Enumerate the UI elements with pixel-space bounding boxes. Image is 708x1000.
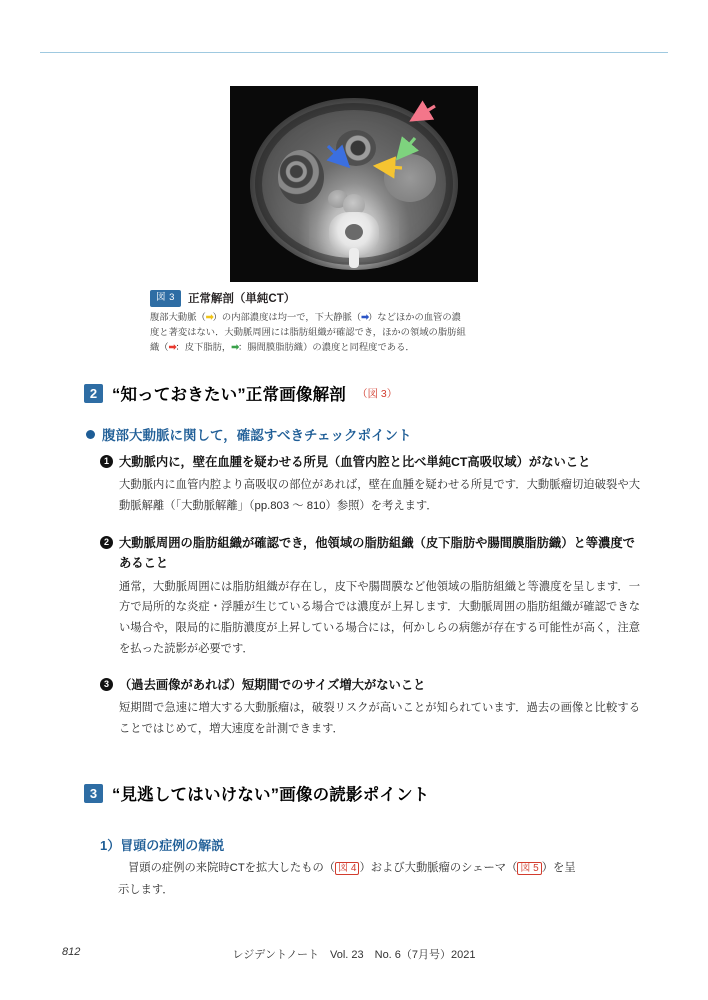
caption-arrow-blue-icon: ➡ (361, 311, 368, 322)
checkpoint-3-number: 3 (100, 678, 113, 691)
section-heading-3 (84, 781, 430, 805)
caption-text-1: 腹部大動脈（ (150, 311, 206, 322)
checkpoint-2-title-row (100, 533, 640, 574)
page-footer (0, 946, 708, 962)
caption-text-4: 著変はない．大動脈周囲には脂肪組織が確認でき，ほかの領域の脂肪組織（ (150, 326, 466, 352)
caption-text-2: ）の内部濃度は均一で，下大静脈（ (212, 311, 362, 322)
checkpoint-1-title: 大動脈内に，壁在血腫を疑わせる所見（血管内腔と比べ単純CT高吸収域）がないこと (119, 455, 591, 469)
ct-scan-image (230, 86, 478, 282)
checkpoint-item-2 (100, 533, 640, 660)
caption-arrow-red-icon: ➡ (168, 341, 176, 352)
caption-arrow-green-icon: ➡ (231, 341, 239, 352)
checkpoint-3-title: （過去画像があれば）短期間でのサイズ増大がないこと (119, 678, 426, 692)
checkpoint-2-number: 2 (100, 536, 113, 549)
figure-3 (150, 86, 478, 355)
checkpoint-1-title-row (100, 452, 640, 472)
figure-caption-head (150, 290, 460, 307)
checkpoint-1-number: 1 (100, 455, 113, 468)
case-text-3: ）を呈 (541, 862, 576, 874)
case-explanation-paragraph (118, 857, 628, 901)
section-3-title: “見逃してはいけない”画像の読影ポイント (112, 786, 430, 804)
figure-caption (150, 290, 466, 355)
checkpoint-3-title-row (100, 675, 640, 695)
checkpoint-2-title: 大動脈周囲の脂肪組織が確認でき，他領域の脂肪組織（皮下脂肪や腸間膜脂肪織）と等濃度であること (119, 536, 635, 571)
case-text-1: 冒頭の症例の来院時CTを拡大したもの（ (128, 862, 336, 874)
checkpoint-item-1 (100, 452, 640, 517)
caption-text-5: ：皮 (175, 341, 195, 352)
section-heading-2 (84, 381, 397, 405)
figure-badge: 図 3 (150, 290, 181, 307)
section-3-number: 3 (84, 784, 103, 803)
checkpoint-3-body: 短期間で急速に増大する大動脈瘤は，破裂リスクが高いことが知られています．過去の画像と比較することではじめて，増大速度を計測できます． (119, 702, 640, 736)
ct-abdomen-body (250, 98, 458, 270)
section-2-title: “知っておきたい”正常画像解剖 (112, 386, 346, 404)
figure-caption-body (150, 310, 470, 355)
figure-title: 正常解剖（単純CT） (187, 293, 296, 306)
caption-arrow-yellow-icon: ➡ (205, 311, 213, 322)
subheading-checkpoints (86, 424, 412, 444)
case-text-4: 示します． (118, 884, 174, 897)
ct-bowel-center (336, 130, 376, 166)
checkpoint-1-body: 大動脈内に血管内腔より高吸収の部位があれば，壁在血腫を疑わせる所見です．大動脈瘤切迫破裂や大動脈解離（「大動脈解離」（pp.803 〜 810）参照）を考えます． (119, 479, 640, 513)
subheading-case-explanation: 1）冒頭の症例の解説 (100, 838, 225, 853)
bullet-dot-icon (86, 430, 95, 439)
ct-organ-right (384, 154, 436, 202)
case-text-2: ）および大動脈瘤のシェーマ（ (359, 862, 518, 874)
caption-text-7: ：腸間膜脂肪織）の濃度と同程度である． (238, 341, 415, 352)
section-2-number: 2 (84, 384, 103, 403)
ct-spinous-process (349, 248, 359, 268)
checkpoint-2-body: 通常，大動脈周囲には脂肪組織が存在し，皮下や腸間膜など他領域の脂肪組織と等濃度を呈します．一方で局所的な炎症・浮腫が生じている場合では濃度が上昇します．大動脈周囲の脂肪組織が確認できない場合や，限局的に脂肪濃度が上昇している場合には，何かしらの病態が存在する可能性が高く，注意を払った読影が必要です． (119, 580, 640, 656)
checkpoint-item-3 (100, 675, 640, 740)
figure-4-reference[interactable]: 図 4 (335, 862, 359, 875)
caption-text-6: 下脂肪， (194, 341, 232, 352)
header-rule (40, 52, 668, 53)
subheading-checkpoints-label: 腹部大動脈に関して，確認すべきチェックポイント (102, 428, 412, 443)
footer-journal-info: レジデントノート Vol. 23 No. 6（7月号）2021 (232, 949, 476, 961)
ct-bowel-left (278, 150, 324, 204)
figure-5-reference[interactable]: 図 5 (517, 862, 541, 875)
section-2-figure-ref: （図 3） (357, 387, 398, 400)
page-number: 812 (62, 946, 81, 958)
caption-text-3: ）などほかの血管の濃度と (150, 311, 461, 337)
